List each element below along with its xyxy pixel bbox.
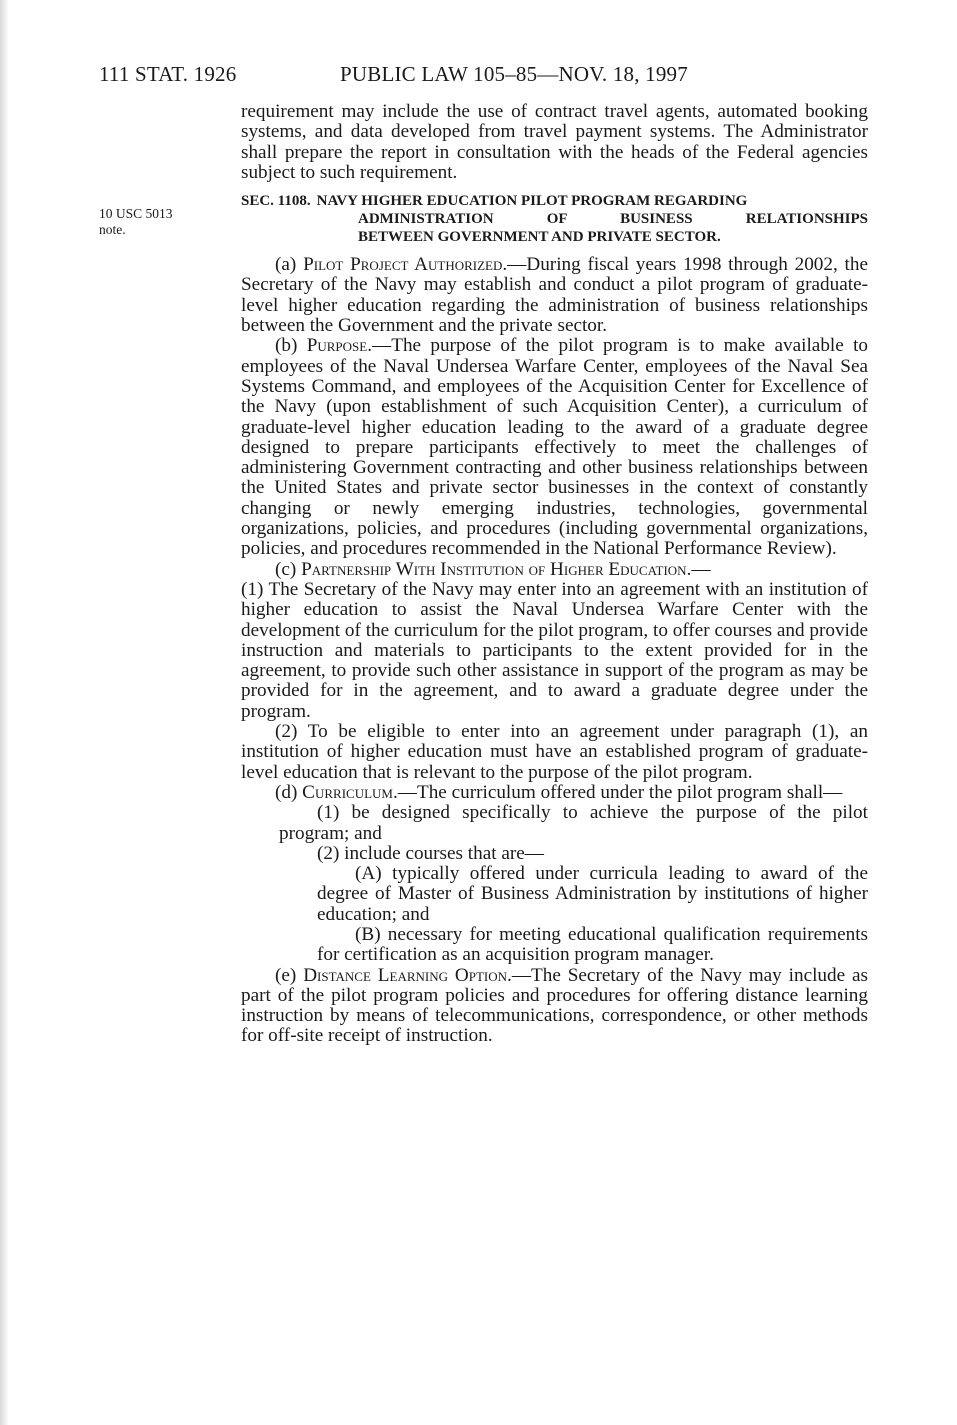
section-heading (241, 192, 868, 246)
margin-note-citation: 10 USC 5013 (99, 206, 173, 221)
subsection-c-label: (c) (275, 558, 302, 580)
subsection-b-label: (b) (275, 335, 307, 357)
subsection-d-item-2B: (B) necessary for meeting educational qualification requirements for certification as an acquisition program manager. (317, 923, 868, 966)
subsection-d-text: —The curriculum offered under the pilot program shall— (397, 781, 843, 803)
statute-page-number: 111 STAT. 1926 (99, 62, 237, 86)
subsection-b (241, 336, 868, 559)
subsection-d (241, 783, 868, 803)
section-title-line-2: ADMINISTRATION OF BUSINESS RELATIONSHIPS (358, 211, 868, 228)
subsection-c-dash: — (691, 558, 711, 580)
subsection-d-item-1: (1) be designed specifically to achieve the purpose of the pilot program; and (279, 802, 868, 844)
subsection-b-text: —The purpose of the pilot program is to make available to employees of the Naval Undersea Warfare Center, employees of the Naval Sea Systems Command, and employees of the Acquisition Center for Excellence of the Navy (upon establishment of such Acquisition Center), a curriculum of graduate-level higher education leading to the award of a graduate degree designed to prepare participants effectively to meet the challenges of administering Government contracting and other business relationships between the United States and private sector businesses in the context of constantly changing or newly emerging industries, technologies, governmental organizations, policies, and procedures (including governmental organizations, policies, and procedures recommended in the National Performance Review). (241, 335, 869, 560)
subsection-d-item-2A: (A) typically offered under curricula leading to award of the degree of Master of Business Administration by institutions of higher education; and (317, 863, 868, 925)
section-title-line-3: BETWEEN GOVERNMENT AND PRIVATE SECTOR. (358, 229, 721, 246)
intro-paragraph: requirement may include the use of contract travel agents, automated booking systems, and data developed from travel payment systems. The Administrator shall prepare the report in consultation with the heads of the Federal agencies subject to such requirement. (241, 101, 868, 183)
subsection-d-label: (d) (275, 781, 303, 803)
margin-note-label: note. (99, 222, 126, 237)
subsection-a-heading: Pilot Project Authorized. (303, 254, 508, 276)
subsection-e-heading: Distance Learning Option. (303, 964, 512, 986)
section-title-line-1: NAVY HIGHER EDUCATION PILOT PROGRAM REGARDING (316, 193, 748, 210)
running-head: PUBLIC LAW 105–85—NOV. 18, 1997 (340, 62, 688, 86)
document-body (241, 102, 868, 1047)
subsection-e-text: —The Secretary of the Navy may include as part of the pilot program policies and procedures for offering distance learning instruction by means of telecommunications, correspondence, or other methods for off-site receipt of instruction. (241, 964, 868, 1047)
subsection-c-paragraph-2: (2) To be eligible to enter into an agreement under paragraph (1), an institution of higher education must have an established program of graduate-level education that is relevant to the purpose of the pilot program. (241, 721, 868, 783)
page-header (99, 62, 869, 92)
subsection-c (241, 560, 868, 580)
subsection-e-label: (e) (275, 964, 304, 986)
subsection-c-paragraph-1: (1) The Secretary of the Navy may enter into an agreement with an institution of higher education to assist the Naval Undersea Warfare Center with the development of the curriculum for the pilot program, to offer courses and provide instruction and materials to participants to the extent provided for in the agreement, to provide such other assistance in support of the program as may be provided for in the agreement, and to award a graduate degree under the program. (241, 578, 868, 722)
subsection-d-item-2: (2) include courses that are— (317, 842, 544, 864)
section-number: SEC. 1108. (241, 193, 311, 210)
margin-note (99, 206, 219, 238)
subsection-a-text: —During fiscal years 1998 through 2002, the Secretary of the Navy may establish and conduct a pilot program of graduate-level higher education regarding the administration of business relationships between the Government and the private sector. (241, 254, 868, 337)
page-edge-shadow (0, 0, 9, 1425)
subsection-c-heading: Partnership With Institution of Higher Education. (301, 558, 692, 580)
subsection-a-label: (a) (275, 254, 304, 276)
subsection-e (241, 966, 868, 1047)
subsection-a (241, 255, 868, 336)
subsection-d-heading: Curriculum. (302, 781, 398, 803)
subsection-b-heading: Purpose. (306, 335, 373, 357)
